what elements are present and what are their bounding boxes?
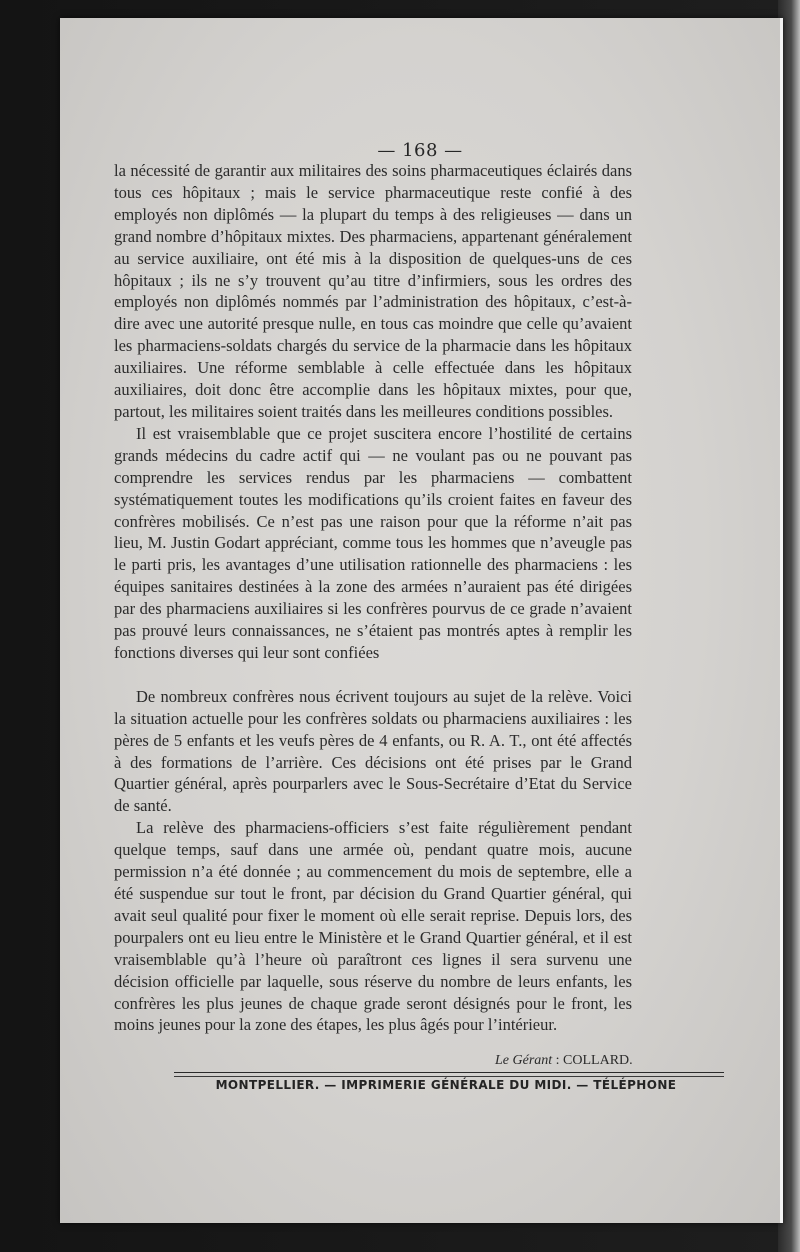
paragraph-hostility: Il est vraisemblable que ce projet suscitera encore l’hostilité de certains grands médecins du cadre actif qui — ne voulant pas ou ne pouvant pas comprendre les services rendus par les pharmaciens — combattent systématiquement toutes les modifications qu’ils croient faites en faveur des confrères mobilisés. Ce n’est pas une raison pour que la réforme n’ait pas lieu, M. Justin Godart appréciant, comme tous les hommes que n’aveugle pas le parti pris, les avantages d’une utilisation rationnelle des pharmaciens : les équipes sanitaires destinées à la zone des armées n’auraient pas été dirigées par des pharmaciens auxiliaires si les confrères pourvus de ce grade n’avaient pas prouvé leurs connaissances, ne s’étaient pas montrés aptes à remplir les fonctions diverses qui leur sont confiées: [114, 423, 632, 662]
printer-imprint: MONTPELLIER. — IMPRIMERIE GÉNÉRALE DU MIDI. — TÉLÉPHONE: [215, 1078, 677, 1092]
paragraph-releve-soldats: De nombreux confrères nous écrivent toujours au sujet de la relève. Voici la situation actuelle pour les confrères soldats ou pharmaciens auxiliaires : les pères de 5 enfants et les veufs pères de 4 enfants, ou R. A. T., ont été affectés à des formations de l’arrière. Ces décisions ont été prises par le Grand Quartier général, après pourparlers avec le Sous-Secrétaire d’Etat du Service de santé.: [114, 686, 632, 816]
signature-name: : COLLARD.: [555, 1053, 633, 1068]
signature: [495, 1053, 633, 1069]
paragraph-releve-officiers: La relève des pharmaciens-officiers s’est faite régulièrement pendant quelque temps, sauf dans une armée où, pendant quatre mois, aucune permission n’a été donnée ; au commencement du mois de septembre, elle a été suspendue sur tout le front, par décision du Grand Quartier général, qui avait seul qualité pour fixer le moment où elle serait reprise. Depuis lors, des pourpalers ont eu lieu entre le Ministère et le Grand Quartier général, et il est vraisemblable qu’à l’heure où paraîtront ces lignes il sera survenu une décision officielle par laquelle, sous réserve du nombre de leurs enfants, les confrères les plus jeunes de chaque grade seront désignés pour le front, les moins jeunes pour la zone des étapes, les plus âgés pour l’intérieur.: [114, 818, 632, 1035]
footer-rule-secondary: [174, 1076, 724, 1077]
paragraph-continuation: la nécessité de garantir aux militaires des soins pharmaceutiques éclairés dans tous ces hôpitaux ; mais le service pharmaceutique reste confié à des employés non diplômés — la plupart du temps à des religieuses — dans un grand nombre d’hôpitaux mixtes. Des pharmaciens, appartenant généralement au service auxiliaire, ont été mis à la disposition de quelques-uns de ces hôpitaux ; ils ne s’y trouvent qu’au titre d’infirmiers, sous les ordres des employés non diplômés nommés par l’administration des hôpitaux, c’est-à-dire avec une autorité presque nulle, en tous cas moindre que celle qu’avaient les pharmaciens-soldats chargés du service de la pharmacie dans les hôpitaux auxiliaires. Une réforme semblable à celle effectuée dans les hôpitaux auxiliaires, doit donc être accomplie dans les hôpitaux mixtes, pour que, partout, les militaires soient traités dans les meilleures conditions possibles.: [114, 161, 632, 421]
footer-rule: [174, 1072, 724, 1073]
signature-role: Le Gérant: [495, 1053, 553, 1068]
page-number: — 168 —: [377, 140, 463, 161]
article-body: [114, 160, 632, 1036]
